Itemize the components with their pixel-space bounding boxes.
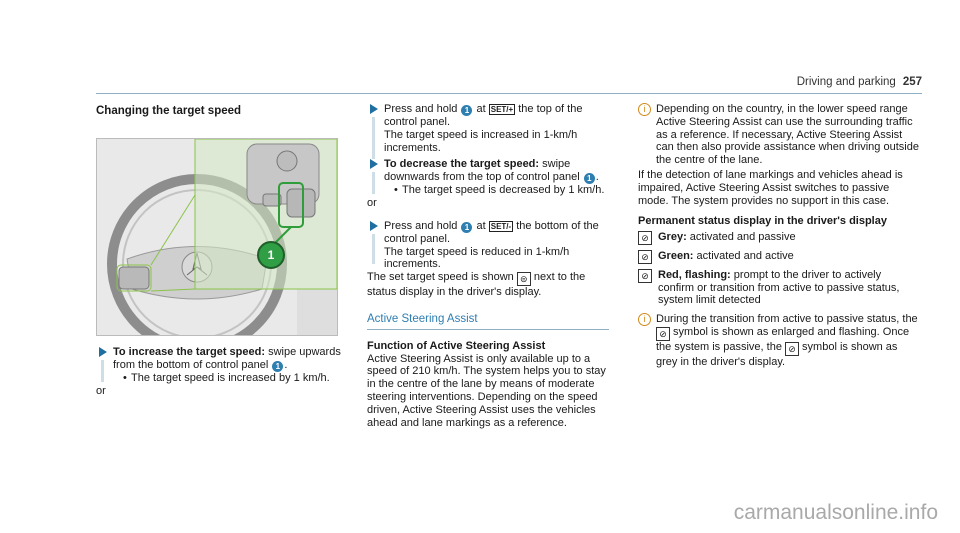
status-text: prompt to the driver to actively confirm or transition from active to passive status, system limit detected [658,268,900,307]
section-heading: Changing the target speed [96,105,242,117]
function-paragraph: Active Steering Assist is only available up to a speed of 210 km/h. The system helps you to stay in the centre of the lane by means of moderate steering interventions. Depending on the speed driven, Active Steering Assist uses the vehicles ahead and lane markings as a reference. [367,352,606,429]
active-steering-assist-heading: Active Steering Assist [367,312,478,325]
or-label: or [96,384,106,397]
status-red-row [638,269,920,307]
set-minus-icon: SET/- [490,221,512,231]
status-text: activated and active [693,249,794,262]
info-text: symbol is shown as enlarged and flashing. Once the system is passive, the [656,325,910,353]
function-heading: Function of Active Steering Assist [367,339,546,352]
step-arrow-icon [99,347,107,357]
info-icon: i [638,103,651,116]
info-text: During the transition from active to passive status, the [656,313,918,326]
target-speed-shown-text [367,271,609,299]
section-rule [367,329,609,330]
steering-wheel-figure [96,138,338,336]
watermark: carmanualsonline.info [733,501,938,524]
status-label: Grey: [658,231,687,244]
page-number: 257 [902,76,922,88]
step-bullet: • The target speed is increased by 1 km/h. [113,372,341,385]
steering-assist-icon: ⊘ [638,269,652,283]
page-header [797,76,922,88]
steering-assist-icon: ⊘ [656,327,670,341]
status-label: Red, flashing: [658,268,731,281]
step-decrease-swipe [367,158,609,197]
middle-column [367,103,609,429]
step-text: swipe downwards from the top of control panel [384,158,583,184]
figure-illustration [97,139,337,335]
step-text-end: . [284,358,288,371]
shown-text-end: next to the status display in the driver's display. [367,271,586,299]
step-text: at [473,103,489,115]
steering-assist-icon: ⊘ [638,231,652,245]
info-icon: i [638,313,651,326]
set-plus-icon: SET/+ [490,105,514,114]
status-green-row [638,250,920,263]
step-bar [372,234,375,264]
steering-assist-icon: ⊘ [638,250,652,264]
step-bold-label: To increase the target speed: [113,346,266,358]
target-speed-icon: ⊜ [517,272,531,286]
callout-1-icon: 1 [272,361,283,372]
step-arrow-icon [370,159,378,169]
or-label: or [367,196,377,209]
step-press-set-plus [367,103,609,154]
header-section: Driving and parking [796,76,896,88]
step-press-set-minus [367,220,609,271]
step-bar [372,117,375,159]
step-text: swipe upwards from the bottom of control panel [113,346,341,371]
step-arrow-icon [370,221,378,231]
steering-assist-icon: ⊘ [785,342,799,356]
step-increase-swipe [96,346,341,385]
step-note: The target speed is reduced in 1-km/h increments. [384,245,570,271]
step-text: Press and hold [384,103,461,115]
figure-callout [257,241,285,269]
info-text: Depending on the country, in the lower speed range Active Steering Assist can use the surrounding traffic as a reference. If necessary, Active Steering Assist can then also provide assistance when driving outside the centre of the lane. [656,103,919,167]
step-text: the bottom of the control panel. [384,219,599,245]
info-note-traffic [638,103,920,167]
step-bullet: • The target speed is decreased by 1 km/h. [384,184,609,197]
status-grey-row [638,231,920,244]
passive-mode-paragraph: If the detection of lane markings and vehicles ahead is impaired, Active Steering Assist switches to passive mode. The system provides no support in this case. [638,168,903,207]
step-text: Press and hold [384,219,461,232]
step-text: the top of the control panel. [384,103,583,128]
callout-1-icon: 1 [461,105,472,116]
step-bold-label: To decrease the target speed: [384,158,540,171]
header-rule [96,93,922,94]
status-display-heading: Permanent status display in the driver's display [638,215,887,228]
figure-callout-label: 1 [267,248,275,262]
step-bar [372,172,375,194]
callout-1-icon: 1 [461,222,472,233]
step-note: The target speed is increased in 1-km/h increments. [384,128,578,154]
left-column [96,105,336,118]
step-text: at [473,219,489,232]
info-text: symbol is shown as grey in the driver's display. [656,340,898,368]
callout-1-icon: 1 [584,173,595,184]
step-arrow-icon [370,104,378,114]
status-label: Green: [658,249,694,262]
info-note-transition [638,313,920,369]
shown-text: The set target speed is shown [367,271,517,284]
status-text: activated and passive [686,231,796,244]
step-bar [101,360,104,382]
step-text-end: . [595,171,599,184]
right-column [638,103,920,369]
left-steps [96,346,341,397]
